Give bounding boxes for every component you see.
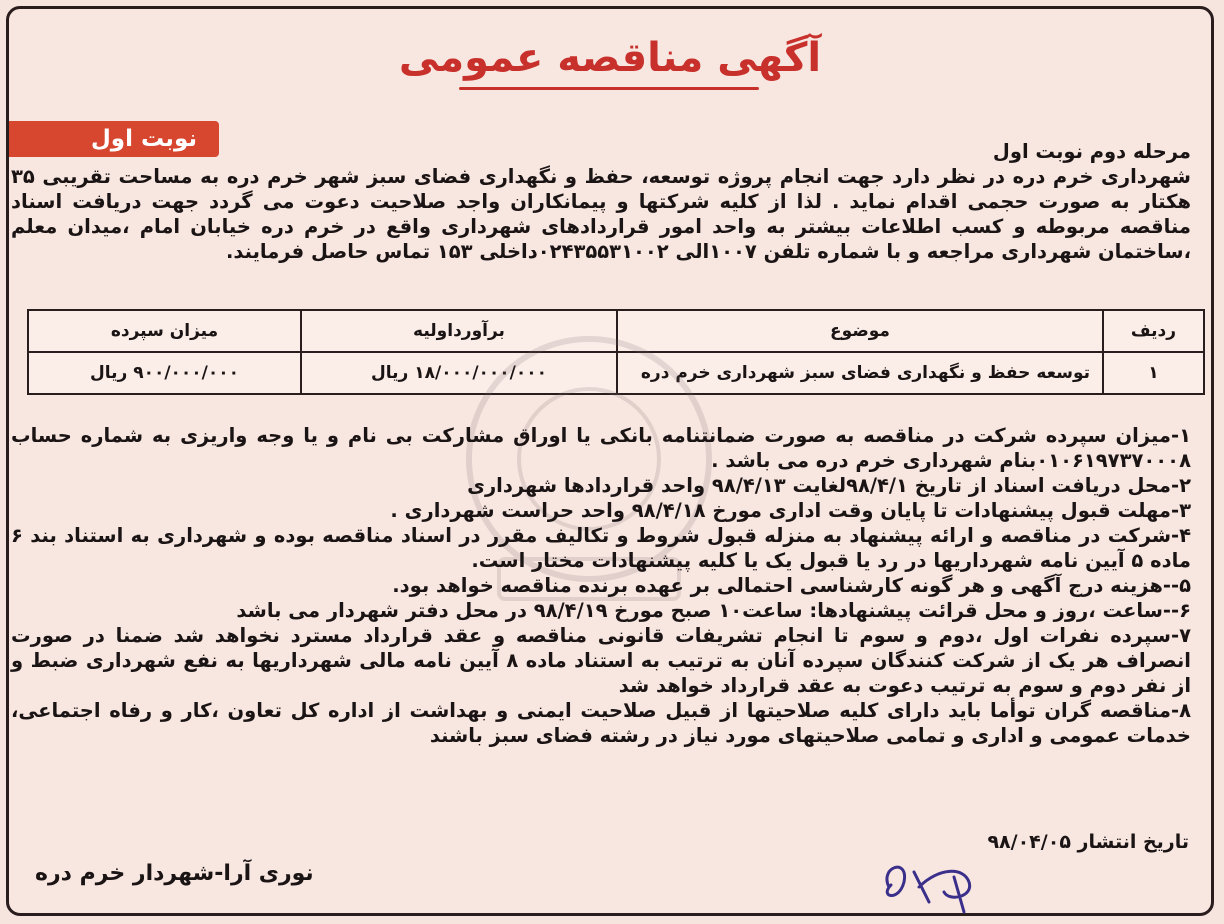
notice-title: آگهی مناقصه عمومی — [398, 35, 822, 81]
cell-estimate: ۱۸/۰۰۰/۰۰۰/۰۰۰ ریال — [301, 352, 617, 394]
intro-paragraph: شهرداری خرم دره در نظر دارد جهت انجام پروژه توسعه، حفظ و نگهداری فضای سبز شهر خرم دره به مساحت تقریبی ۳۵ هکتار به صورت حجمی اقدام نماید . لذا از کلیه شرکتها و پیمانکاران واجد صلاحیت دعوت می گردد جهت دریافت اسناد مناقصه مربوطه و کسب اطلاعات بیشتر به واحد امور قراردادهای شهرداری واقع در خرم دره خیابان امام ،میدان معلم ،ساختمان شهرداری مراجعه و با شماره تلفن ۱۰۰۷الی ۰۲۴۳۵۵۳۱۰۰۲داخلی ۱۵۳ تماس حاصل فرمایند. — [11, 165, 1191, 263]
title-underline — [459, 87, 759, 90]
list-item: ۷-سپرده نفرات اول ،دوم و سوم تا انجام تشریفات قانونی مناقصه و عقد قرارداد مسترد نخواهد شد ضمنا در صورت انصراف هر یک از شرکت کنندگان سپرده آنان به ترتیب به استناد ماده ۸ آیین نامه مالی شهرداریها به نفع شهرداری ضبط و از نفر دوم و سوم به ترتیب دعوت به عقد قرارداد خواهد شد — [11, 624, 1191, 697]
list-item: ۸-مناقصه گران توأما باید دارای کلیه صلاحیتها از قبیل صلاحیت ایمنی و بهداشت از اداره کل تعاون ،کار و رفاه اجتماعی، خدمات عمومی و اداری و تمامی صلاحیتهای مورد نیاز در رشته فضای سبز باشند — [11, 699, 1191, 747]
header-row-number: ردیف — [1103, 310, 1204, 352]
conditions-list — [11, 423, 1191, 748]
list-item: ۳-مهلت قبول پیشنهادات تا پایان وقت اداری مورخ ۹۸/۴/۱۸ واحد حراست شهرداری . — [390, 499, 1191, 522]
list-item: ۵--هزینه درج آگهی و هر گونه کارشناسی احتمالی بر عهده برنده مناقصه خواهد بود. — [392, 574, 1191, 597]
round-badge: نوبت اول — [9, 121, 219, 157]
list-item: ۴-شرکت در مناقصه و ارائه پیشنهاد به منزله قبول شروط و تکالیف مقرر در اسناد مناقصه بوده و شهرداری به استناد بند ۶ ماده ۵ آیین نامه شهرداریها در رد یا قبول یک یا کلیه پیشنهادات مختار است. — [11, 524, 1191, 572]
list-item: ۲-محل دریافت اسناد از تاریخ ۹۸/۴/۱لغایت ۹۸/۴/۱۳ واحد قراردادها شهرداری — [467, 474, 1191, 497]
signer-line: نوری آرا-شهردار خرم دره — [35, 861, 314, 886]
list-item: ۱-میزان سپرده شرکت در مناقصه به صورت ضمانتنامه بانکی یا اوراق مشارکت بی نام و یا وجه واریزی به شماره حساب ۰۱۰۶۱۹۷۳۷۰۰۰۸بنام شهرداری خرم دره می باشد . — [11, 424, 1191, 472]
cell-row-number: ۱ — [1103, 352, 1204, 394]
intro-section — [11, 139, 1191, 264]
handwritten-signature — [869, 847, 989, 917]
cell-subject: توسعه حفظ و نگهداری فضای سبز شهرداری خرم دره — [617, 352, 1103, 394]
notice-frame — [6, 6, 1214, 916]
stage-line: مرحله دوم نوبت اول — [992, 140, 1191, 163]
list-item: ۶--ساعت ،روز و محل قرائت پیشنهادها: ساعت۱۰ صبح مورخ ۹۸/۴/۱۹ در محل دفتر شهردار می باشد — [236, 599, 1191, 622]
cell-deposit: ۹۰۰/۰۰۰/۰۰۰ ریال — [28, 352, 301, 394]
header-subject: موضوع — [617, 310, 1103, 352]
publish-date: تاریخ انتشار ۹۸/۰۴/۰۵ — [987, 831, 1189, 853]
header-deposit: میزان سپرده — [28, 310, 301, 352]
header-estimate: برآورداولیه — [301, 310, 617, 352]
